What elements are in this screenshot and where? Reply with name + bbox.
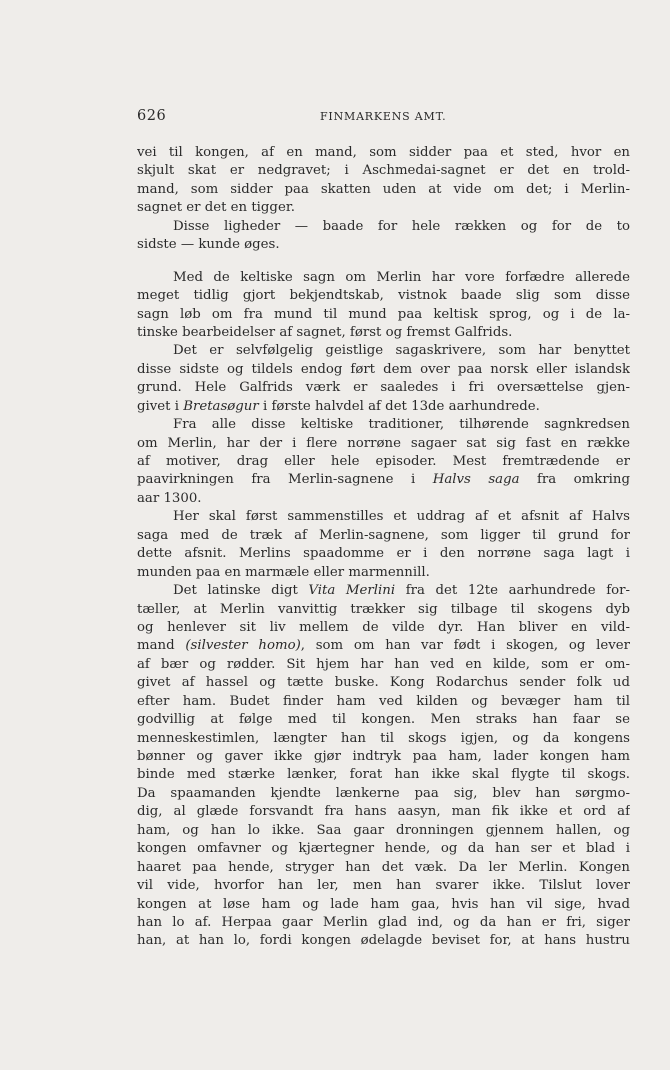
paragraph [137,416,630,508]
text-line: mand (silvester homo), som om han var født i skogen, og lever [137,638,630,654]
text-line: tæller, at Merlin vanvittig trækker sig tilbage til skogens dyb [137,601,630,617]
text-line: af motiver, drag eller hele episoder. Mest fremtrædende er [137,454,630,469]
text-line: grund. Hele Galfrids værk er saaledes i fri oversættelse gjen- [137,380,630,396]
text-line: af bær og rødder. Sit hjem har han ved en kilde, som er om- [137,656,630,672]
running-title: FINMARKENS AMT. [320,110,447,123]
text-line: Her skal først sammenstilles et uddrag af et afsnit af Halvs [173,509,630,525]
text-line: dig, al glæde forsvandt fra hans aasyn, man fik ikke et ord af [137,804,630,820]
text-line: om Merlin, har der i flere norrøne sagaer sat sig fast en række [137,435,630,451]
text-line: kongen omfavner og kjærtegner hende, og da han ser et blad i [137,841,630,857]
text-line: aar 1300. [137,490,202,506]
text-line: kongen at løse ham og lade ham gaa, hvis han vil sige, hvad [137,896,630,912]
italic-title: Vita Merlini [308,583,396,599]
text-line: dette afsnit. Merlins spaadomme er i den norrøne saga lagt i [137,546,630,562]
page-header [137,108,630,128]
text-line: sagn løb om fra mund til mund paa keltisk sprog, og i de la- [137,306,630,322]
paragraph [137,508,630,582]
text-line: Det latinske digt Vita Merlini fra det 12te aarhundrede for- [173,583,630,599]
text-line: disse sidste og tildels endog ført dem over paa norsk eller islandsk [137,361,630,377]
text-line: vil vide, hvorfor han ler, men han svarer ikke. Tilslut lover [137,878,630,894]
paragraph [137,342,630,416]
paragraph [137,582,630,951]
text-line: givet i Bretasøgur i første halvdel af det 13de aarhundrede. [137,398,540,414]
text-line: han lo af. Herpaa gaar Merlin glad ind, og da han er fri, siger [137,914,630,930]
text-line: sidste — kunde øges. [137,237,280,253]
text-line: Med de keltiske sagn om Merlin har vore forfædre allerede [173,269,630,285]
text-line: bønner og gaver ikke gjør indtryk paa ham, lader kongen ham [137,749,630,764]
text-line: meget tidlig gjort bekjendtskab, vistnok baade slig som disse [137,288,630,304]
text-line: haaret paa hende, stryger han det væk. Da ler Merlin. Kongen [137,859,630,875]
paragraph [137,144,630,218]
text-line: givet af hassel og tætte buske. Kong Rodarchus sender folk ud [137,675,630,691]
text-line: saga med de træk af Merlin-sagnene, som ligger til grund for [137,527,630,543]
text-line: han, at han lo, fordi kongen ødelagde beviset for, at hans hustru [137,933,630,949]
paragraph-gap [137,255,630,269]
text-line: Da spaamanden kjendte lænkerne paa sig, blev han sørgmo- [137,785,630,801]
text-line: tinske bearbeidelser af sagnet, først og fremst Galfrids. [137,324,513,340]
text-line: godvillig at følge med til kongen. Men straks han faar se [137,712,630,728]
text-line: sagnet er det en tigger. [137,200,295,216]
body-text [137,144,630,951]
page-number: 626 [137,108,167,124]
text-line: og henlever sit liv mellem de vilde dyr. Han bliver en vild- [137,619,630,635]
paragraph [137,269,630,343]
italic-title: (silvester homo) [185,638,301,654]
text-line: vei til kongen, af en mand, som sidder paa et sted, hvor en [137,145,630,160]
text-line: paavirkningen fra Merlin-sagnene i Halvs saga fra omkring [137,472,630,488]
text-line: Det er selvfølgelig geistlige sagaskrivere, som har benyttet [173,343,630,359]
italic-title: Halvs saga [432,472,520,488]
text-line: mand, som sidder paa skatten uden at vide om det; i Merlin- [137,181,630,197]
text-line: Disse ligheder — baade for hele rækken og for de to [173,218,630,234]
text-line: Fra alle disse keltiske traditioner, tilhørende sagnkredsen [173,417,630,433]
text-line: menneskestimlen, længter han til skogs igjen, og da kongens [137,730,630,746]
text-line: munden paa en marmæle eller marmennill. [137,564,430,580]
text-line: efter ham. Budet finder ham ved kilden og bevæger ham til [137,693,630,709]
text-line: skjult skat er nedgravet; i Aschmedai-sagnet er det en trold- [137,163,630,179]
text-line: binde med stærke lænker, forat han ikke skal flygte til skogs. [137,767,630,783]
italic-title: Bretasøgur [183,398,259,414]
paragraph [137,218,630,255]
text-line: ham, og han lo ikke. Saa gaar dronningen gjennem hallen, og [137,822,630,838]
